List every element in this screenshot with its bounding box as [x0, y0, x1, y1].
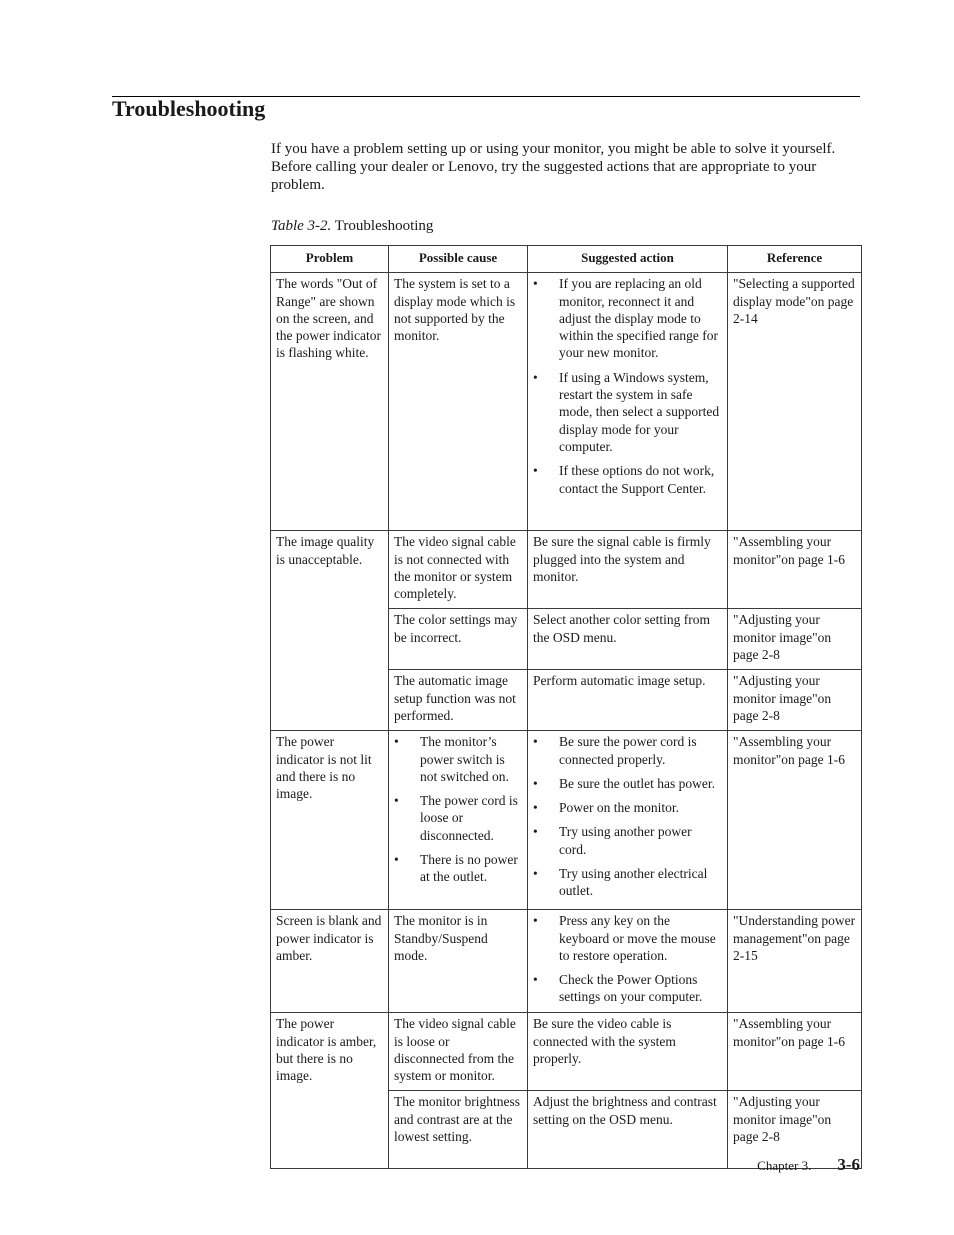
cause-cell: The monitor brightness and contrast are at the lowest setting.	[389, 1091, 528, 1169]
table-row	[271, 731, 862, 910]
action-cell: Be sure the video cable is connected with the system properly.	[528, 1013, 728, 1091]
problem-cell: The words "Out of Range" are shown on the screen, and the power indicator is flashing white.	[271, 273, 389, 531]
list-item	[533, 775, 722, 792]
reference-cell: "Assembling your monitor"on page 1-6	[728, 531, 862, 609]
action-cell: Be sure the signal cable is firmly plugged into the system and monitor.	[528, 531, 728, 609]
bullet-icon: •	[533, 369, 538, 385]
bullet-icon: •	[533, 775, 538, 791]
action-list	[533, 275, 722, 497]
list-item	[394, 733, 522, 785]
problem-cell: The image quality is unacceptable.	[271, 531, 389, 731]
bullet-icon: •	[394, 793, 399, 809]
reference-cell: "Understanding power management"on page 2-15	[728, 910, 862, 1013]
bullet-icon: •	[533, 734, 538, 750]
action-cell: Select another color setting from the OSD menu.	[528, 609, 728, 670]
table-row	[271, 910, 862, 1013]
intro-paragraph: If you have a problem setting up or using your monitor, you might be able to solve it yourself. Before calling your dealer or Lenovo, try the suggested actions that are appropriate to your problem.	[271, 141, 836, 193]
cause-cell: The monitor is in Standby/Suspend mode.	[389, 910, 528, 1013]
cause-cell	[389, 731, 528, 910]
action-list	[533, 912, 722, 1005]
list-item	[533, 971, 722, 1006]
action-list	[533, 733, 722, 899]
cause-cell: The system is set to a display mode which is not supported by the monitor.	[389, 273, 528, 531]
bullet-icon: •	[533, 972, 538, 988]
table-caption	[271, 217, 433, 235]
action-cell: Adjust the brightness and contrast setting on the OSD menu.	[528, 1091, 728, 1169]
action-text: Power on the monitor.	[559, 800, 679, 816]
action-text: Check the Power Options settings on your computer.	[559, 972, 703, 1005]
action-text: Be sure the outlet has power.	[559, 775, 715, 791]
list-item	[533, 865, 722, 900]
reference-cell: "Adjusting your monitor image"on page 2-8	[728, 670, 862, 731]
bullet-icon: •	[533, 913, 538, 929]
cause-cell: The video signal cable is not connected with the monitor or system completely.	[389, 531, 528, 609]
bullet-icon: •	[533, 463, 538, 479]
footer-chapter: Chapter 3.	[757, 1158, 812, 1173]
action-cell	[528, 731, 728, 910]
action-cell: Perform automatic image setup.	[528, 670, 728, 731]
bullet-icon: •	[533, 824, 538, 840]
page-title: Troubleshooting	[112, 96, 266, 121]
table-row	[271, 531, 862, 609]
action-text: If you are replacing an old monitor, reconnect it and adjust the display mode to within the specified range for your new monitor.	[559, 276, 718, 361]
list-item	[533, 823, 722, 858]
table-caption-text: Troubleshooting	[331, 218, 434, 234]
action-text: Try using another electrical outlet.	[559, 866, 708, 899]
cause-text: There is no power at the outlet.	[420, 852, 518, 885]
cause-cell: The video signal cable is loose or disconnected from the system or monitor.	[389, 1013, 528, 1091]
reference-cell: "Selecting a supported display mode"on page 2-14	[728, 273, 862, 531]
page-footer	[757, 1155, 860, 1176]
reference-cell: "Adjusting your monitor image"on page 2-8	[728, 1091, 862, 1169]
table-row	[271, 273, 862, 531]
problem-cell: The power indicator is amber, but there is no image.	[271, 1013, 389, 1169]
list-item	[533, 912, 722, 964]
bullet-icon: •	[533, 866, 538, 882]
bullet-icon: •	[394, 852, 399, 868]
cause-cell: The color settings may be incorrect.	[389, 609, 528, 670]
bullet-icon: •	[533, 276, 538, 292]
action-cell	[528, 273, 728, 531]
action-text: Try using another power cord.	[559, 824, 692, 857]
footer-page-number: 3-6	[837, 1155, 860, 1174]
header-problem: Problem	[271, 246, 389, 273]
list-item	[533, 275, 722, 361]
table-header-row	[271, 246, 862, 273]
bullet-icon: •	[394, 734, 399, 750]
action-text: Press any key on the keyboard or move the mouse to restore operation.	[559, 913, 716, 963]
reference-cell: "Assembling your monitor"on page 1-6	[728, 731, 862, 910]
cause-list	[394, 733, 522, 885]
bullet-icon: •	[533, 800, 538, 816]
problem-cell: The power indicator is not lit and there is no image.	[271, 731, 389, 910]
action-cell	[528, 910, 728, 1013]
table-caption-label: Table 3-2.	[271, 218, 332, 234]
problem-cell: Screen is blank and power indicator is amber.	[271, 910, 389, 1013]
table-row	[271, 1013, 862, 1091]
list-item	[394, 792, 522, 844]
header-reference: Reference	[728, 246, 862, 273]
list-item	[533, 462, 722, 497]
cause-cell: The automatic image setup function was not performed.	[389, 670, 528, 731]
reference-cell: "Adjusting your monitor image"on page 2-8	[728, 609, 862, 670]
list-item	[533, 799, 722, 816]
header-possible-cause: Possible cause	[389, 246, 528, 273]
action-text: Be sure the power cord is connected properly.	[559, 734, 697, 767]
troubleshooting-table	[270, 245, 862, 1169]
reference-cell: "Assembling your monitor"on page 1-6	[728, 1013, 862, 1091]
action-text: If using a Windows system, restart the system in safe mode, then select a supported display mode for your computer.	[559, 369, 720, 454]
action-text: If these options do not work, contact the Support Center.	[559, 463, 715, 496]
cause-text: The power cord is loose or disconnected.	[420, 793, 518, 843]
list-item	[533, 369, 722, 455]
list-item	[394, 851, 522, 886]
list-item	[533, 733, 722, 768]
header-suggested-action: Suggested action	[528, 246, 728, 273]
cause-text: The monitor’s power switch is not switched on.	[420, 734, 509, 784]
